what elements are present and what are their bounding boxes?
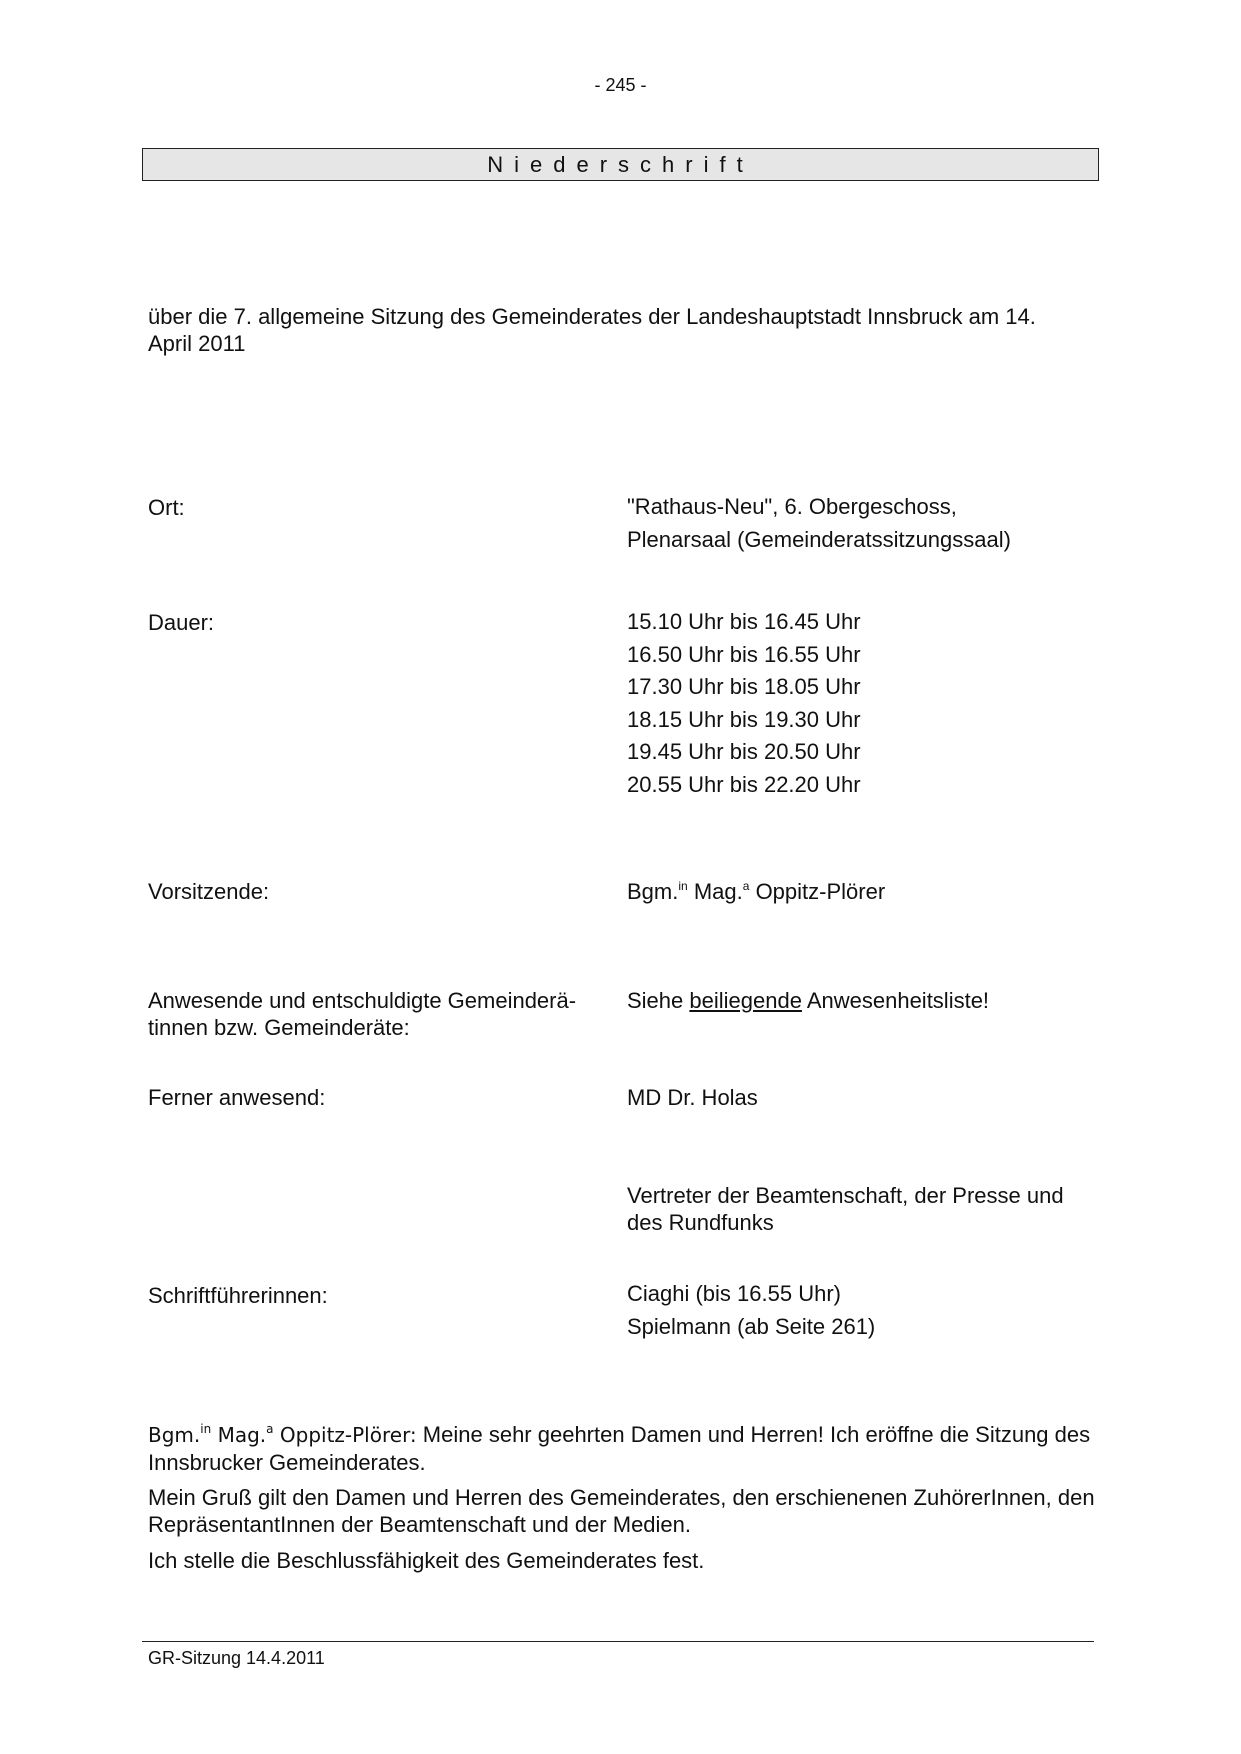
anwesende-label-line: Anwesende und entschuldigte Gemeinderä-	[148, 988, 577, 1013]
ort-line: Plenarsaal (Gemeinderatssitzungssaal)	[627, 526, 1011, 552]
ort-label: Ort:	[148, 495, 185, 520]
footer-divider	[142, 1641, 1094, 1642]
speaker-name: Oppitz-Plörer:	[279, 1423, 417, 1447]
anwesende-text: Siehe	[627, 988, 690, 1013]
dauer-line: 20.55 Uhr bis 22.20 Uhr	[627, 771, 861, 797]
footer-text: GR-Sitzung 14.4.2011	[148, 1648, 325, 1668]
page-number: - 245 -	[594, 75, 647, 95]
title-bgm: Bgm.	[627, 879, 679, 904]
speech-paragraph-2: Mein Gruß gilt den Damen und Herren des Gemeinderates, den erschienenen ZuhörerInnen, den RepräsentantInnen der Beamtenschaft und der Medien.	[148, 1485, 1095, 1537]
speech-text-1: Meine sehr geehrten Damen und Herren! Ich eröffne die Sitzung des Innsbrucker Gemeinderates.	[148, 1422, 1091, 1475]
ferner-label: Ferner anwesend:	[148, 1085, 326, 1110]
anwesende-value	[627, 987, 1097, 1014]
dauer-line: 15.10 Uhr bis 16.45 Uhr	[627, 609, 861, 634]
speaker-label	[148, 1423, 417, 1447]
schrift-label: Schriftführerinnen:	[148, 1283, 328, 1308]
dauer-value	[627, 606, 1097, 801]
speaker-mag-suffix: a	[266, 1422, 274, 1436]
dauer-line: 18.15 Uhr bis 19.30 Uhr	[627, 706, 861, 732]
schrift-line: Ciaghi (bis 16.55 Uhr)	[627, 1281, 841, 1306]
speech-paragraph-1	[148, 1421, 1098, 1476]
title-bgm-suffix: in	[678, 879, 688, 893]
intro-text: über die 7. allgemeine Sitzung des Gemeinderates der Landeshauptstadt Innsbruck am 14. April 2011	[148, 304, 1036, 356]
document-title: Niederschrift	[142, 148, 1099, 181]
speech-paragraph-3: Ich stelle die Beschlussfähigkeit des Gemeinderates fest.	[148, 1548, 705, 1573]
title-mag: Mag.	[693, 879, 743, 904]
speaker-bgm: Bgm.	[148, 1423, 201, 1447]
title-mag-suffix: a	[742, 879, 750, 893]
vorsitzende-value	[627, 878, 1097, 905]
anwesende-text-end: Anwesenheitsliste!	[801, 988, 990, 1013]
ort-line: "Rathaus-Neu", 6. Obergeschoss,	[627, 494, 957, 519]
speaker-bgm-suffix: in	[200, 1422, 212, 1436]
dauer-line: 19.45 Uhr bis 20.50 Uhr	[627, 739, 861, 764]
vorsitzende-label: Vorsitzende:	[148, 879, 270, 904]
anwesende-label	[148, 987, 618, 1041]
ferner-value: MD Dr. Holas	[627, 1085, 758, 1110]
schrift-line: Spielmann (ab Seite 261)	[627, 1313, 876, 1339]
dauer-line: 16.50 Uhr bis 16.55 Uhr	[627, 641, 861, 667]
anwesende-label-line: tinnen bzw. Gemeinderäte:	[148, 1015, 410, 1040]
ferner-value-2: Vertreter der Beamtenschaft, der Presse und des Rundfunks	[627, 1183, 1064, 1235]
dauer-line: 17.30 Uhr bis 18.05 Uhr	[627, 674, 861, 699]
ort-value	[627, 491, 1097, 556]
speaker-mag: Mag.	[217, 1423, 267, 1447]
chair-name: Oppitz-Plörer	[755, 879, 886, 904]
schrift-value	[627, 1278, 1097, 1343]
dauer-label: Dauer:	[148, 610, 215, 635]
beiliegende-underlined: beiliegende	[689, 988, 802, 1013]
